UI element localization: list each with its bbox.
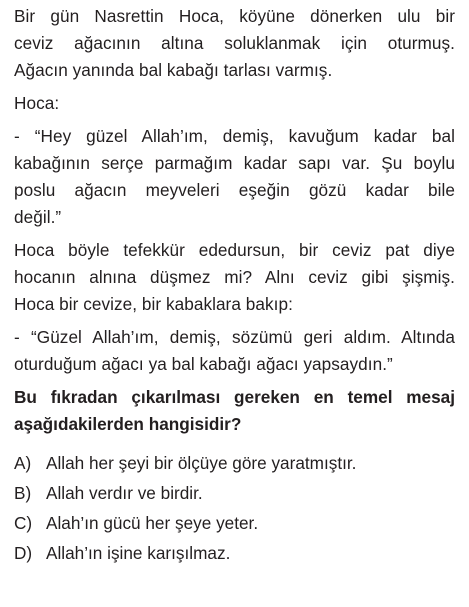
option-c[interactable] [14,508,455,538]
option-letter: A) [14,453,32,473]
text-line: Ağacın yanında bal kabağı tarlası varmış. [14,60,333,80]
text-line: hocanın alnına düşmez mi? Alnı ceviz gibi şişmiş. [14,267,455,287]
option-text: Allah her şeyi bir ölçüye göre yaratmıştır. [46,453,357,473]
text-line: - “Güzel Allah’ım, demiş, sözümü geri aldım. Altında [14,327,455,347]
text-line: Hoca böyle tefekkür ededursun, bir ceviz pat diye [14,240,455,260]
text-line: ceviz ağacının altına soluklanmak için oturmuş. [14,33,455,53]
story-paragraph-1 [14,3,455,84]
text-line: oturduğum ağacı ya bal kabağı ağacı yapsaydın.” [14,354,393,374]
question-line: Bu fıkradan çıkarılması gereken en temel mesaj [14,387,455,407]
story-paragraph-4 [14,237,455,318]
story-paragraph-3 [14,123,455,231]
option-a[interactable] [14,448,455,478]
option-text: Alah’ın gücü her şeye yeter. [46,513,259,533]
option-letter: C) [14,513,33,533]
option-d[interactable] [14,538,455,568]
story-paragraph-2 [14,90,455,117]
option-letter: D) [14,543,33,563]
question-line: aşağıdakilerden hangisidir? [14,414,242,434]
text-line: Bir gün Nasrettin Hoca, köyüne dönerken ulu bir [14,6,455,26]
question-stem [14,384,455,438]
text-line: değil.” [14,207,62,227]
answer-options [14,448,455,568]
story-paragraph-5 [14,324,455,378]
option-text: Allah’ın işine karışılmaz. [46,543,231,563]
text-line: kabağının serçe parmağım kadar sapı var. Şu boylu [14,153,455,173]
option-b[interactable] [14,478,455,508]
text-line: Hoca bir cevize, bir kabaklara bakıp: [14,294,293,314]
text-line: poslu ağacın meyveleri eşeğin gözü kadar bile [14,180,455,200]
option-text: Allah verdır ve birdir. [46,483,203,503]
question-page [14,3,455,568]
text-line: Hoca: [14,93,60,113]
option-letter: B) [14,483,32,503]
text-line: - “Hey güzel Allah’ım, demiş, kavuğum kadar bal [14,126,455,146]
